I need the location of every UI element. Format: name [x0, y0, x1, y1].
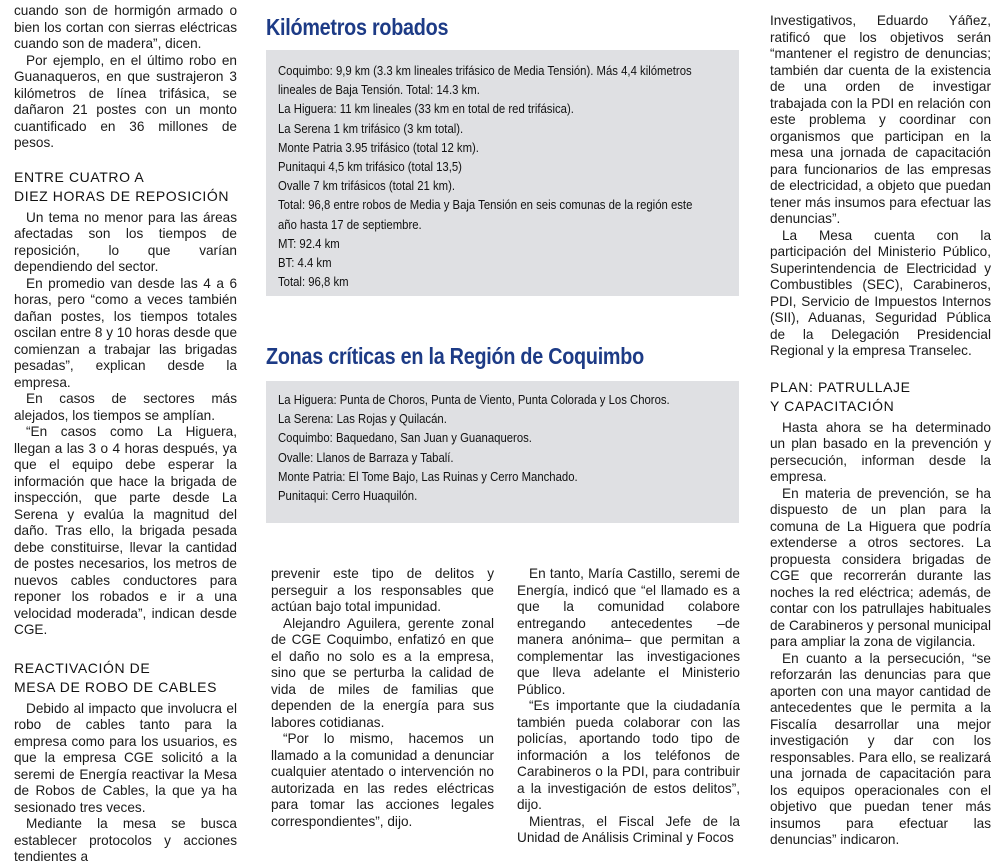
paragraph: La Mesa cuenta con la participación del Ministerio Público, Superintendencia de Electricidad y Combustibles (SEC), Carabineros, PDI, Servicio de Impuestos Internos (SII), Aduanas, Seguridad Pública de la Delegación Presidencial Regional y la empresa Transelec.	[770, 227, 991, 358]
box-line: La Serena: Las Rojas y Quilacán.	[278, 412, 447, 427]
third-column	[517, 566, 740, 847]
box-line: La Serena 1 km trifásico (3 km total).	[278, 121, 464, 136]
box-line: Monte Patria: El Tome Bajo, Las Ruinas y Cerro Manchado.	[278, 469, 578, 484]
paragraph: “Es importante que la ciudadanía también pueda colaborar con las policías, aportando todo tipo de información a los teléfonos de Carabineros o la PDI, para contribuir a la investigación de estos delitos”, dijo.	[517, 698, 740, 812]
box-lines	[266, 381, 739, 506]
paragraph: Debido al impacto que involucra el robo de cables tanto para la empresa como para los usuarios, es que la empresa CGE solicitó a la seremi de Energía reactivar la Mesa de Robos de Cables, la que ya ha sesionado tres veces.	[14, 700, 237, 815]
box-line: Punitaqui 4,5 km trifásico (total 13,5)	[278, 160, 462, 175]
box-title-zonas: Zonas críticas en la Región de Coquimbo	[266, 343, 644, 369]
paragraph: Mediante la mesa se busca establecer protocolos y acciones tendientes a	[14, 816, 237, 864]
box-line: Coquimbo: Baquedano, San Juan y Guanaqueros.	[278, 431, 532, 446]
paragraph: “Por lo mismo, hacemos un llamado a la comunidad a denunciar cualquier atentado o intervención no autorizada en las redes eléctricas para tomar las acciones legales correspondientes”, dijo.	[271, 731, 494, 829]
info-box-kilometros	[266, 50, 739, 296]
paragraph: En cuanto a la persecución, “se reforzarán las denuncias para que aporten con una mayor cantidad de antecedentes que le permita a la Fiscalía desarrollar una mejor investigación y dar con los responsables. Para ello, se realizará una jornada de capacitación para los equipos operacionales con el objetivo que puedan tener más insumos para efectuar las denuncias” indicaron.	[770, 650, 991, 847]
box-lines	[266, 50, 739, 292]
box-line: Ovalle 7 km trifásicos (total 21 km).	[278, 179, 455, 194]
box-line: Monte Patria 3.95 trifásico (total 12 km).	[278, 140, 479, 155]
paragraph: prevenir este tipo de delitos y perseguir a los responsables que actúan bajo total impunidad.	[271, 566, 494, 614]
paragraph: Por ejemplo, en el último robo en Guanaqueros, en que sustrajeron 3 kilómetros de línea trifásica, se dañaron 21 postes con un monto cuantificado en 36 millones de pesos.	[14, 52, 237, 150]
box-line: La Higuera: 11 km lineales (33 km en total de red trifásica).	[278, 102, 574, 117]
paragraph: En materia de prevención, se ha dispuesto de un plan para la comuna de La Higuera que podría extenderse a otros sectores. La propuesta considera brigadas de CGE que recorrerán durante las noches la red eléctrica; además, de contar con los patrullajes habituales de Carabineros y personal municipal para ampliar la zona de vigilancia.	[770, 485, 991, 649]
paragraph: “En casos como La Higuera, llegan a las 3 o 4 horas después, ya que el equipo debe esperar la información que hace la brigada de inspección, que parte desde La Serena y evalúa la magnitud del daño. Tras ello, la brigada pesada debe constituirse, llevar la cantidad de postes necesarios, los metros de nuevos cables conductores para reponer los robados e ir a una velocidad moderada”, indican desde CGE.	[14, 424, 237, 637]
box-line: Ovalle: Llanos de Barraza y Tabalí.	[278, 450, 454, 465]
box-line: La Higuera: Punta de Choros, Punta de Viento, Punta Colorada y Los Choros.	[278, 393, 670, 407]
info-box-zonas	[266, 381, 739, 523]
middle-column	[271, 566, 494, 830]
box-title-kilometros: Kilómetros robados	[266, 14, 449, 40]
box-line: año hasta 17 de septiembre.	[278, 217, 422, 232]
paragraph: Investigativos, Eduardo Yáñez, ratificó que los objetivos serán “mantener el registro de denuncias; también dar cuenta de la existencia de una orden de investigar trabajada con la PDI en relación con este problema y coordinar con organismos que participan en la mesa una jornada de capacitación para funcionarios de las empresas de electricidad, a objeto que puedan tener más insumos para efectuar las denuncias”.	[770, 13, 991, 226]
paragraph: cuando son de hormigón armado o bien los cortan con sierras eléctricas cuando son de madera”, dicen.	[14, 3, 237, 51]
paragraph: Alejandro Aguilera, gerente zonal de CGE Coquimbo, enfatizó en que el daño no solo es a la empresa, sino que se perturba la calidad de vida de miles de familias que dependen de la energía para sus labores cotidianas.	[271, 615, 494, 730]
box-line: Total: 96,8 entre robos de Media y Baja Tensión en seis comunas de la región este	[278, 198, 693, 213]
left-column	[14, 3, 237, 866]
paragraph: Un tema no menor para las áreas afectadas son los tiempos de reposición, lo que varían dependiendo del sector.	[14, 209, 237, 274]
paragraph: En casos de sectores más alejados, los tiempos se amplían.	[14, 391, 237, 423]
box-line: Coquimbo: 9,9 km (3.3 km lineales trifásico de Media Tensión). Más 4,4 kilómetros	[278, 64, 692, 78]
box-line: MT: 92.4 km	[278, 236, 340, 251]
box-line: Punitaqui: Cerro Huaquilón.	[278, 489, 418, 504]
section-heading: ENTRE CUATRO A DIEZ HORAS DE REPOSICIÓN	[14, 168, 230, 204]
paragraph: Hasta ahora se ha determinado un plan basado en la prevención y persecución, informan desde la empresa.	[770, 419, 991, 484]
paragraph: En promedio van desde las 4 a 6 horas, pero “como a veces también dañan postes, los tiempos totales oscilan entre 8 y 10 horas desde que comienzan a trabajar las brigadas pesadas”, explican desde la empresa.	[14, 275, 237, 390]
box-line: BT: 4.4 km	[278, 256, 332, 271]
right-column	[770, 13, 991, 849]
paragraph: En tanto, María Castillo, seremi de Energía, indicó que “el llamado es a que la comunidad colabore entregando antecedentes –de manera anónima– que permitan a complementar las investigaciones que lleva adelante el Ministerio Público.	[517, 566, 740, 697]
section-heading: REACTIVACIÓN DE MESA DE ROBO DE CABLES	[14, 659, 218, 695]
section-heading: PLAN: PATRULLAJE Y CAPACITACIÓN	[770, 378, 911, 414]
box-line: lineales de Baja Tensión. Total: 14.3 km.	[278, 83, 480, 98]
paragraph: Mientras, el Fiscal Jefe de la Unidad de Análisis Criminal y Focos	[517, 813, 740, 845]
box-line: Total: 96,8 km	[278, 275, 349, 290]
